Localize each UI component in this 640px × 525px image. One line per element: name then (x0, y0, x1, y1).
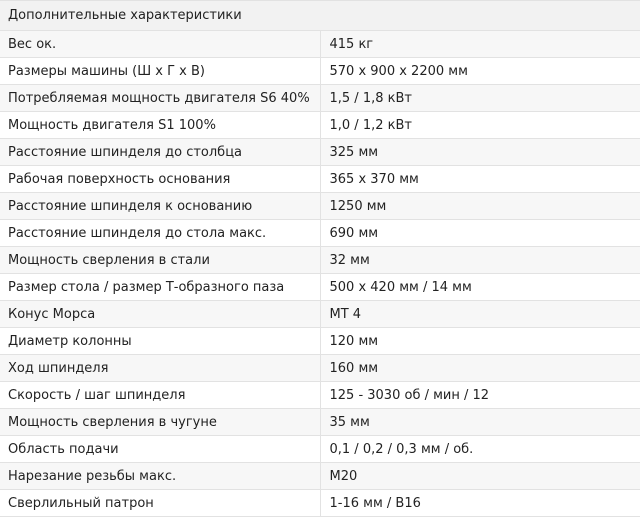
table-header-row (0, 1, 640, 31)
spec-label: Ход шпинделя (0, 355, 320, 382)
spec-row-weight (0, 31, 640, 58)
spec-row-drilling-cast-iron (0, 409, 640, 436)
spec-label: Конус Морса (0, 301, 320, 328)
spec-label: Мощность сверления в стали (0, 247, 320, 274)
spec-value: 35 мм (320, 409, 640, 436)
spec-label: Расстояние шпинделя до стола макс. (0, 220, 320, 247)
spec-value: 1,0 / 1,2 кВт (320, 112, 640, 139)
spec-row-power-s6 (0, 85, 640, 112)
spec-label: Размер стола / размер Т-образного паза (0, 274, 320, 301)
spec-row-spindle-stroke (0, 355, 640, 382)
spec-row-feed-range (0, 436, 640, 463)
spec-value: 365 x 370 мм (320, 166, 640, 193)
spec-label: Диаметр колонны (0, 328, 320, 355)
spec-row-drill-chuck (0, 490, 640, 517)
spec-label: Рабочая поверхность основания (0, 166, 320, 193)
spec-value: MT 4 (320, 301, 640, 328)
spec-row-drilling-steel (0, 247, 640, 274)
spec-label: Размеры машины (Ш х Г х В) (0, 58, 320, 85)
spec-label: Сверлильный патрон (0, 490, 320, 517)
spec-row-spindle-base (0, 193, 640, 220)
spec-value: 1,5 / 1,8 кВт (320, 85, 640, 112)
spec-label: Вес ок. (0, 31, 320, 58)
spec-label: Расстояние шпинделя к основанию (0, 193, 320, 220)
spec-row-spindle-speed (0, 382, 640, 409)
spec-label: Расстояние шпинделя до столбца (0, 139, 320, 166)
spec-row-dimensions (0, 58, 640, 85)
spec-value: 690 мм (320, 220, 640, 247)
spec-label: Скорость / шаг шпинделя (0, 382, 320, 409)
spec-value: 1250 мм (320, 193, 640, 220)
spec-label: Нарезание резьбы макс. (0, 463, 320, 490)
spec-value: 32 мм (320, 247, 640, 274)
spec-label: Потребляемая мощность двигателя S6 40% (0, 85, 320, 112)
spec-value: 415 кг (320, 31, 640, 58)
spec-label: Область подачи (0, 436, 320, 463)
spec-value: 570 x 900 x 2200 мм (320, 58, 640, 85)
spec-value: 325 мм (320, 139, 640, 166)
spec-row-tapping (0, 463, 640, 490)
spec-value: 125 - 3030 об / мин / 12 (320, 382, 640, 409)
spec-value: M20 (320, 463, 640, 490)
spec-value: 0,1 / 0,2 / 0,3 мм / об. (320, 436, 640, 463)
table-header: Дополнительные характеристики (0, 1, 640, 31)
spec-row-table-size (0, 274, 640, 301)
spec-value: 120 мм (320, 328, 640, 355)
spec-value: 1-16 мм / B16 (320, 490, 640, 517)
spec-row-morse-taper (0, 301, 640, 328)
spec-row-spindle-table (0, 220, 640, 247)
spec-row-base-surface (0, 166, 640, 193)
spec-value: 500 x 420 мм / 14 мм (320, 274, 640, 301)
spec-row-column-diameter (0, 328, 640, 355)
spec-label: Мощность сверления в чугуне (0, 409, 320, 436)
spec-value: 160 мм (320, 355, 640, 382)
spec-row-spindle-column (0, 139, 640, 166)
spec-row-power-s1 (0, 112, 640, 139)
spec-label: Мощность двигателя S1 100% (0, 112, 320, 139)
